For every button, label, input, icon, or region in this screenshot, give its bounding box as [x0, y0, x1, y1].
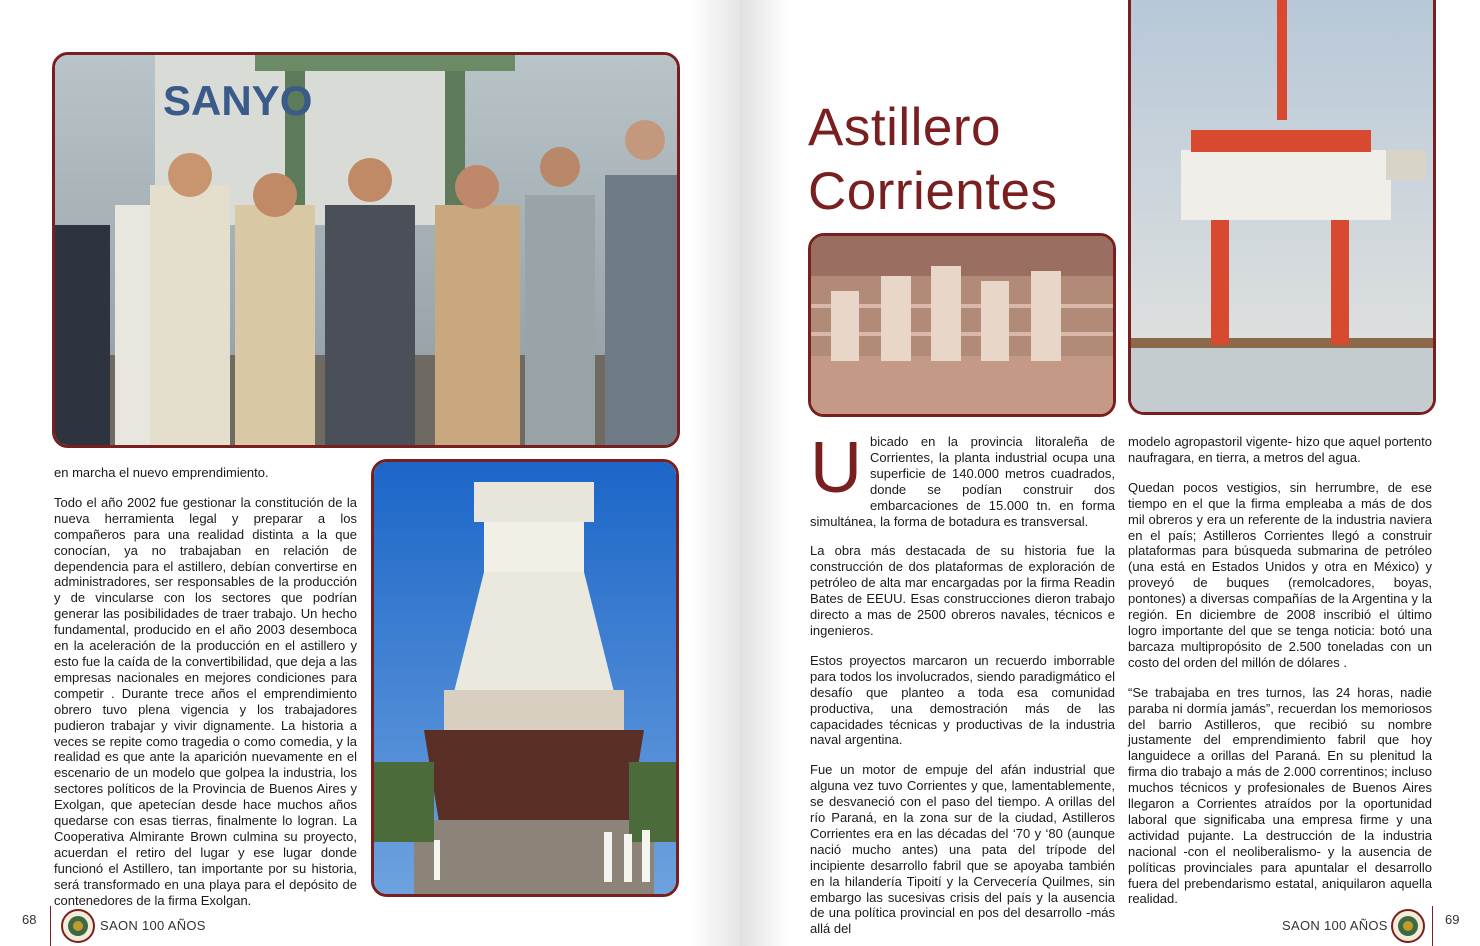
- intro-fragment: en marcha el nuevo emprendimiento.: [54, 465, 269, 480]
- col1-paragraph-2: La obra más destacada de su historia fue la construcción de dos plataformas de exploración de petróleo de alta mar encargadas por la firma Readin Bates de EEUU. Esas construcciones dieron trabajo directo a mas de 2500 obreros navales, técnicos e ingenieros.: [810, 543, 1115, 638]
- saon-seal-icon: [1390, 908, 1426, 944]
- col2-paragraph-2: Quedan pocos vestigios, sin herrumbre, de ese tiempo en el que la firma empleaba a más de dos mil obreros y era un referente de la industria naviera en el país; Astilleros Corrientes llegó a construir plataformas para búsqueda submarina de petróleo (una está en Estados Unidos y otra en México) y proveyó de buques (remolcadores, boyas, pontones) a diversas compañías de la Argentina y la región. En diciembre de 2008 inscribió el último logro importante del que se tenga noticia: botó una barcaza multipropósito de 2.500 toneladas con un costo del orden del millón de dólares .: [1128, 479, 1432, 670]
- left-paragraph: Todo el año 2002 fue gestionar la constitución de la nueva herramienta legal y preparar a los compañeros para una realidad distinta a la que conocían, ya no trabajaban en relación de dependencia para el astillero, debían convertirse en administradores, ser responsables de la producción y de vincularse con los sectores que podrían generar las posibilidades de traer trabajo. Un hecho fundamental, producido en el año 2003 desemboca en la aceleración de la producción en el astillero y esto fue la caída de la convertibilidad, que deja a las empresas nacionales en mejores condiciones para competir . Durante trece años el emprendimiento obrero tuvo plena vigencia y los trabajadores pudieron trabajar y vivir dignamente. La historia a veces se repite como tragedia o como comedia, y la realidad es que ante la aparición nuevamente en el escenario de un modelo que golpea la industria, los sectores políticos de la Provincia de Buenos Aires y Exolgan, que apetecían desde hace muchos años quedarse con esas tierras, finalmente lo logran. La Cooperativa Almirante Brown culmina su proyecto, acuerdan el retiro del lugar y ese lugar donde funcionó el Astillero, tan importante por su historia, será transformado en una playa para el depósito de contenedores de la firma Exolgan.: [54, 494, 357, 908]
- drop-cap: U: [810, 428, 862, 508]
- title-line-1: Astillero: [808, 98, 1002, 157]
- right-col-1: [810, 428, 1115, 937]
- footer-brand: SAON 100 AÑOS: [100, 918, 206, 933]
- col1-paragraph-1: bicado en la provincia litoraleña de Corrientes, la planta industrial ocupa una superficie de 140.000 metros cuadrados, donde se podían construir dos embarcaciones de 15.000 tn. en forma simultánea, la forma de botadura es transversal.: [810, 434, 1115, 529]
- page-number: 68: [22, 912, 37, 927]
- right-footer: [740, 906, 1480, 946]
- article-title: [808, 96, 1057, 224]
- col1-paragraph-3: Estos proyectos marcaron un recuerdo imborrable para todos los involucrados, siendo paradigmático el desafío que planteo a toda esa comunidad productiva, una demostración más de las capacidades técnicas y productivas de la industria naval argentina.: [810, 652, 1115, 748]
- col2-paragraph-1: modelo agropastoril vigente- hizo que aquel portento naufragara, en tierra, a metros del agua.: [1128, 434, 1432, 465]
- right-page: [740, 0, 1480, 946]
- right-col-2: [1128, 434, 1432, 907]
- saon-seal-icon: [60, 908, 96, 944]
- col1-paragraph-4: Fue un motor de empuje del afán industrial que alguna vez tuvo Corrientes y que, lamentablemente, se desvaneció con el paso del tiempo. A orillas del río Paraná, en la zona sur de la ciudad, Astilleros Corrientes era en las décadas del ‘70 y ‘80 (aunque nació mucho antes) una pata del trípode del incipiente desarrollo fabril que se apoyaba también en la hilandería Tipoití y la Cervecería Quilmes, sin embargo las sucesivas crisis del país y la ausencia de una política provincial en pos del desarrollo -más allá del: [810, 762, 1115, 937]
- left-body-text: [54, 465, 357, 908]
- photo-officials-visit: [52, 52, 680, 448]
- title-line-2: Corrientes: [808, 162, 1058, 221]
- page-number: 69: [1445, 912, 1460, 927]
- photo-oil-platform: [1128, 0, 1436, 415]
- photo-ship-launch: [371, 459, 679, 897]
- footer-brand: SAON 100 AÑOS: [1282, 918, 1388, 933]
- left-footer: [0, 906, 740, 946]
- footer-divider: [1432, 906, 1433, 946]
- col2-paragraph-3: “Se trabajaba en tres turnos, las 24 horas, nadie paraba ni dormía jamás”, recuerdan los memoriosos del barrio Astilleros, que recibió su nombre justamente del emprendimiento fabril que hoy languidece a orillas del Paraná. En su plenitud la firma dio trabajo a más de 2.000 correntinos; incluso muchos técnicos y profesionales de Buenos Aires llegaron a Corrientes atraídos por la oportunidad laboral que significaba una empresa firme y una actividad pujante. La destrucción de la industria nacional -con el neoliberalismo- y la ausencia de políticas provinciales para apuntalar el desarrollo fuera del prebendarismo estatal, aniquilaron aquella realidad.: [1128, 684, 1432, 907]
- sanyo-sign: SANYO: [163, 77, 313, 124]
- footer-divider: [50, 906, 51, 946]
- photo-workers-crew: [808, 233, 1116, 417]
